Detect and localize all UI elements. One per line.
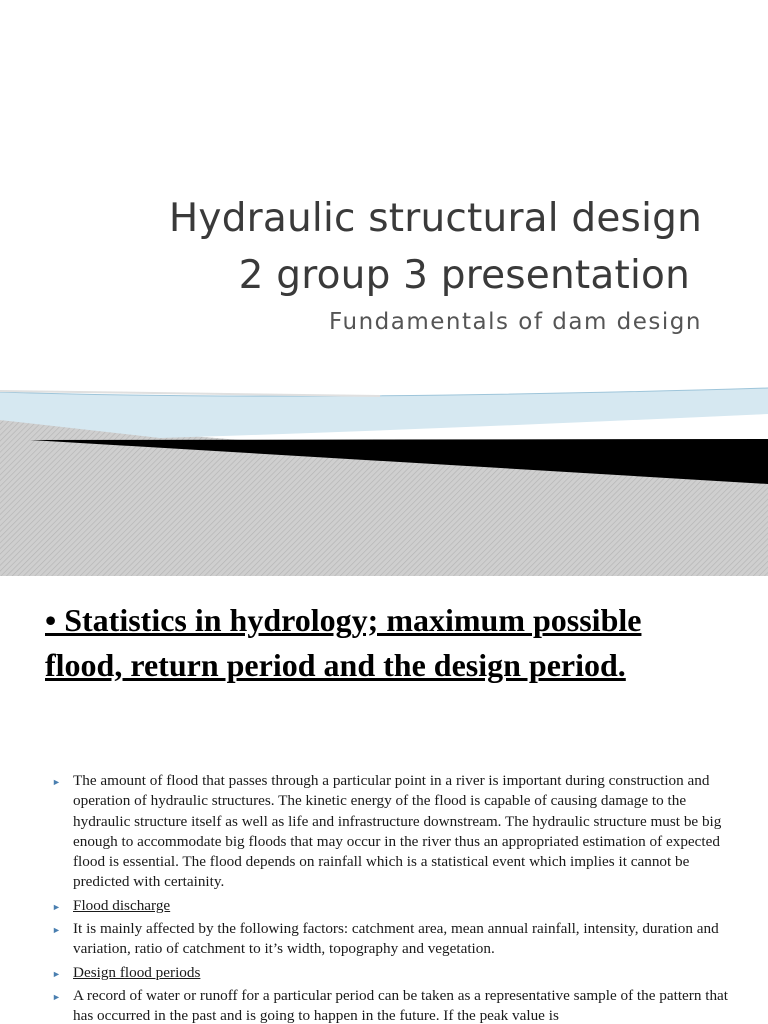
- title-line-1: Hydraulic structural design: [168, 196, 702, 241]
- bullet-arrow-icon: ►: [52, 968, 61, 979]
- bullet-item: [52, 919, 732, 960]
- bullet-text: A record of water or runoff for a particular period can be taken as a representative sample of the pattern that has occurred in the past and is going to happen in the future. If the peak value is: [73, 986, 729, 1024]
- slide-heading: • Statistics in hydrology; maximum possible flood, return period and the design period.: [45, 602, 642, 683]
- bullet-arrow-icon: ►: [52, 777, 61, 787]
- bullet-arrow-icon: ►: [52, 991, 61, 1002]
- slide-subtitle: Fundamentals of dam design: [329, 309, 702, 335]
- bullet-arrow-icon: ►: [52, 925, 61, 936]
- title-line-2: 2 group 3 presentation: [238, 253, 690, 298]
- decorative-wave-band: [0, 384, 768, 576]
- bullet-item: [52, 896, 732, 916]
- bullet-item: [52, 771, 732, 893]
- bullet-item: [52, 963, 732, 983]
- content-slide: [0, 576, 768, 1024]
- subheading-flood-discharge: Flood discharge: [73, 896, 171, 914]
- subheading-design-flood-periods: Design flood periods: [73, 963, 201, 981]
- bullet-list: [52, 771, 732, 1024]
- bullet-text: It is mainly affected by the following factors: catchment area, mean annual rainfall, intensity, duration and variation, ratio of catchment to it’s width, topography and vegetation.: [73, 920, 719, 958]
- bullet-arrow-icon: ►: [52, 901, 61, 912]
- slide-title: [42, 190, 702, 304]
- bullet-text: The amount of flood that passes through a particular point in a river is important during construction and operation of hydraulic structures. The kinetic energy of the flood is capable of causing damage to the hydraulic structure itself as well as life and infrastructure downstream. The hydraulic structure must be big enough to accommodate big floods that may occur in the river thus an appropriated estimation of expected flood is essential. The flood depends on rainfall which is a statistical event which implies it cannot be predicted with certainity.: [73, 772, 722, 891]
- bullet-item: [52, 986, 732, 1024]
